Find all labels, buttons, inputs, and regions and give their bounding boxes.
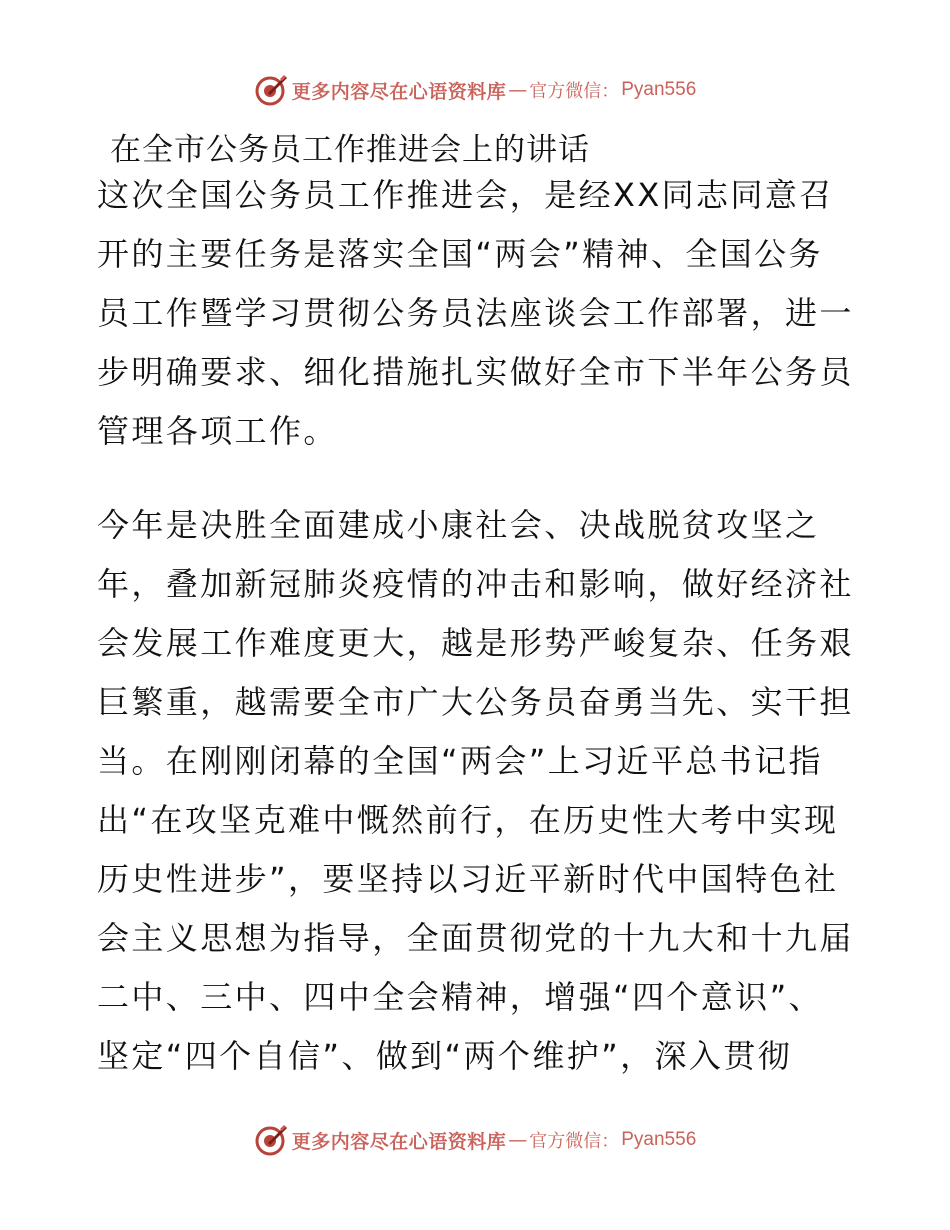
watermark-label: 官方微信： <box>529 1131 620 1152</box>
paragraph-line: 今年是决胜全面建成小康社会、决战脱贫攻坚之 <box>97 506 820 544</box>
quill-logo-icon <box>254 1123 288 1157</box>
paragraph-line: 坚定“四个自信”、做到“两个维护”，深入贯彻 <box>97 1037 793 1075</box>
paragraph-line: 年，叠加新冠肺炎疫情的冲击和影响，做好经济社 <box>97 565 854 603</box>
paragraph-line: 管理各项工作。 <box>97 412 338 450</box>
paragraph-line: 当。在刚刚闭幕的全国“两会”上习近平总书记指 <box>97 742 823 780</box>
watermark-banner-top <box>0 70 950 110</box>
paragraph-line: 这次全国公务员工作推进会，是经XX同志同意召 <box>97 176 834 214</box>
watermark-label: 官方微信： <box>529 81 620 102</box>
watermark-separator: — <box>508 1129 528 1151</box>
paragraph-line: 二中、三中、四中全会精神，增强“四个意识”、 <box>97 978 823 1016</box>
paragraph-line: 会主义思想为指导，全面贯彻党的十九大和十九届 <box>97 919 854 957</box>
paragraph-line: 会发展工作难度更大，越是形势严峻复杂、任务艰 <box>97 624 854 662</box>
paragraph-line: 巨繁重，越需要全市广大公务员奋勇当先、实干担 <box>97 683 854 721</box>
paragraph-line: 开的主要任务是落实全国“两会”精神、全国公务 <box>97 235 823 273</box>
watermark-wechat-id: Pyan556 <box>621 79 697 100</box>
paragraph-line: 出“在攻坚克难中慨然前行，在历史性大考中实现 <box>97 801 839 839</box>
watermark-promo-text: 更多内容尽在心语资料库 <box>291 1130 507 1153</box>
watermark-separator: — <box>508 79 528 101</box>
paragraph-line: 步明确要求、细化措施扎实做好全市下半年公务员 <box>97 353 854 391</box>
watermark-banner-bottom <box>0 1120 950 1160</box>
watermark-wechat-id: Pyan556 <box>621 1129 697 1150</box>
paragraph-1 <box>97 166 857 461</box>
watermark-promo-text: 更多内容尽在心语资料库 <box>291 80 507 103</box>
paragraph-line: 员工作暨学习贯彻公务员法座谈会工作部署，进一 <box>97 294 854 332</box>
document-title: 在全市公务员工作推进会上的讲话 <box>110 132 590 168</box>
paragraph-2 <box>97 496 857 1086</box>
quill-logo-icon <box>254 73 288 107</box>
paragraph-line: 历史性进步”，要坚持以习近平新时代中国特色社 <box>97 860 839 898</box>
